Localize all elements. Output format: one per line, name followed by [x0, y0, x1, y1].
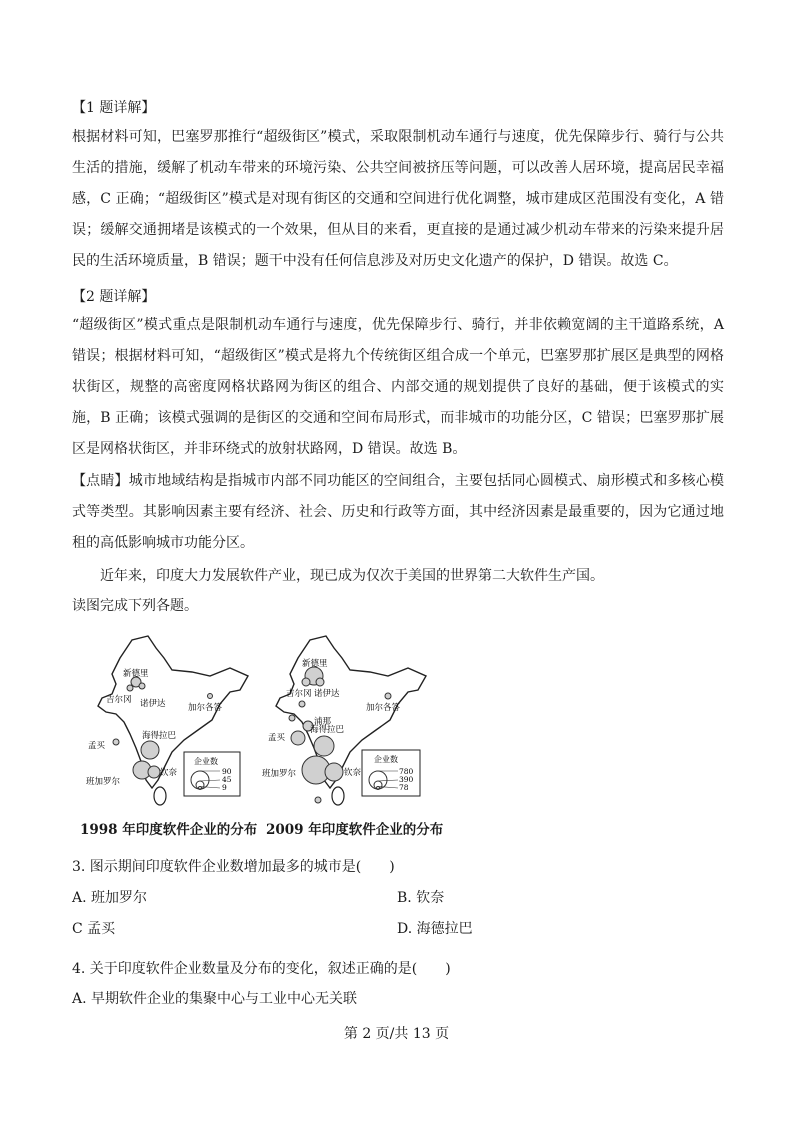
label-kolkata: 加尔各答: [188, 703, 223, 713]
city-circle-mumbai: [291, 731, 305, 745]
legend-value-2: 390: [399, 775, 414, 784]
label-hyderabad: 海得拉巴: [310, 725, 345, 735]
label-hyderabad: 海得拉巴: [142, 731, 177, 741]
city-circle-kolkata: [208, 694, 213, 699]
caption-1998: 1998 年印度软件企业的分布: [80, 822, 258, 838]
legend-value-3: 9: [222, 783, 227, 792]
label-mumbai: 孟买: [268, 733, 286, 743]
tip-text: 【点睛】城市地域结构是指城市内部不同功能区的空间组合，主要包括同心圆模式、扇形模式和多核心模式等类型。其影响因素主要有经济、社会、历史和行政等方面，其中经济因素是最重要的，因为它通过地租的高低影响城市功能分区。: [72, 473, 724, 551]
label-chennai: 钦奈: [160, 768, 178, 778]
q1-explanation: [72, 122, 724, 277]
label-delhi: 新德里: [123, 669, 149, 679]
intro-line-1: 近年来，印度大力发展软件产业，现已成为仅次于美国的世界第二大软件生产国。: [100, 568, 604, 584]
india-map-1998: [80, 630, 250, 810]
city-circle-chennai: [148, 766, 160, 778]
label-gurgaon: 吉尔冈: [106, 695, 132, 705]
legend-value-2: 45: [222, 775, 232, 784]
india-map-2009: [258, 630, 428, 810]
legend-value-1: 780: [399, 767, 414, 776]
label-delhi: 新德里: [302, 659, 328, 669]
sri-lanka-outline: [332, 787, 344, 805]
q2-heading: 【2 题详解】: [72, 289, 156, 305]
city-circle-gurgaon: [302, 678, 310, 686]
intro-line-2: 读图完成下列各题。: [72, 598, 198, 614]
label-chennai: 钦奈: [344, 768, 362, 778]
legend-value-3: 78: [399, 783, 409, 792]
q3-option-d[interactable]: D. 海德拉巴: [397, 921, 473, 937]
city-circle-small3: [315, 797, 321, 803]
city-circle-mumbai: [113, 739, 119, 745]
q3-stem: 3. 图示期间印度软件企业数增加最多的城市是( ): [72, 859, 395, 875]
label-bangalore: 班加罗尔: [86, 777, 121, 787]
map-1998: [80, 630, 250, 814]
city-circle-small2: [289, 715, 295, 721]
city-circle-noida: [139, 683, 145, 689]
q2-explanation: [72, 310, 724, 465]
city-circle-gurgaon: [127, 685, 133, 691]
city-circle-kolkata: [385, 693, 391, 699]
label-pune: 浦那: [314, 717, 332, 727]
city-circle-noida: [316, 678, 324, 686]
map-2009: [258, 630, 428, 814]
sri-lanka-outline: [154, 787, 166, 805]
q3-option-b[interactable]: B. 钦奈: [397, 890, 445, 906]
q1-heading: 【1 题详解】: [72, 100, 156, 116]
city-circle-chennai: [325, 763, 343, 781]
city-circle-hyderabad: [141, 741, 159, 759]
label-mumbai: 孟买: [88, 741, 106, 751]
city-circle-small1: [299, 701, 305, 707]
label-noida: 诺伊达: [140, 699, 166, 709]
q3-option-a[interactable]: A. 班加罗尔: [72, 890, 148, 906]
q2-explanation-text: “超级街区”模式重点是限制机动车通行与速度，优先保障步行、骑行，并非依赖宽阔的主干道路系统，A 错误；根据材料可知，“超级街区”模式是将九个传统街区组合成一个单元，巴塞罗那扩展区是典型的网格状街区，规整的高密度网格状路网为街区的组合、内部交通的规划提供了良好的基础，便于该模式的实施，B 正确；该模式强调的是街区的交通和空间布局形式，而非城市的功能分区，C 错误；巴塞罗那扩展区是网格状街区，并非环绕式的放射状路网，D 错误。故选 B。: [72, 317, 724, 457]
tip-paragraph: [72, 466, 724, 559]
q4-stem: 4. 关于印度软件企业数量及分布的变化，叙述正确的是( ): [72, 961, 451, 977]
q4-option-a[interactable]: A. 早期软件企业的集聚中心与工业中心无关联: [72, 991, 358, 1007]
q1-explanation-text: 根据材料可知，巴塞罗那推行“超级街区”模式，采取限制机动车通行与速度，优先保障步行、骑行与公共生活的措施，缓解了机动车带来的环境污染、公共空间被挤压等问题，可以改善人居环境，提高居民幸福感，C 正确；“超级街区”模式是对现有街区的交通和空间进行优化调整，城市建成区范围没有变化，A 错误；缓解交通拥堵是该模式的一个效果，但从目的来看，更直接的是通过减少机动车带来的污染来提升居民的生活环境质量，B 错误；题干中没有任何信息涉及对历史文化遗产的保护，D 错误。故选 C。: [72, 129, 724, 269]
q3-option-c[interactable]: C 孟买: [72, 921, 116, 937]
legend-value-1: 90: [222, 767, 232, 776]
legend-title: 企业数: [374, 755, 398, 764]
legend-title: 企业数: [194, 757, 218, 766]
page-footer: 第 2 页/共 13 页: [343, 1026, 450, 1042]
label-gurgaon: 吉尔冈: [286, 689, 312, 699]
caption-2009: 2009 年印度软件企业的分布: [266, 822, 444, 838]
label-kolkata: 加尔各答: [366, 703, 401, 713]
label-bangalore: 班加罗尔: [262, 769, 297, 779]
label-noida: 诺伊达: [314, 689, 340, 699]
city-circle-hyderabad: [314, 736, 334, 756]
